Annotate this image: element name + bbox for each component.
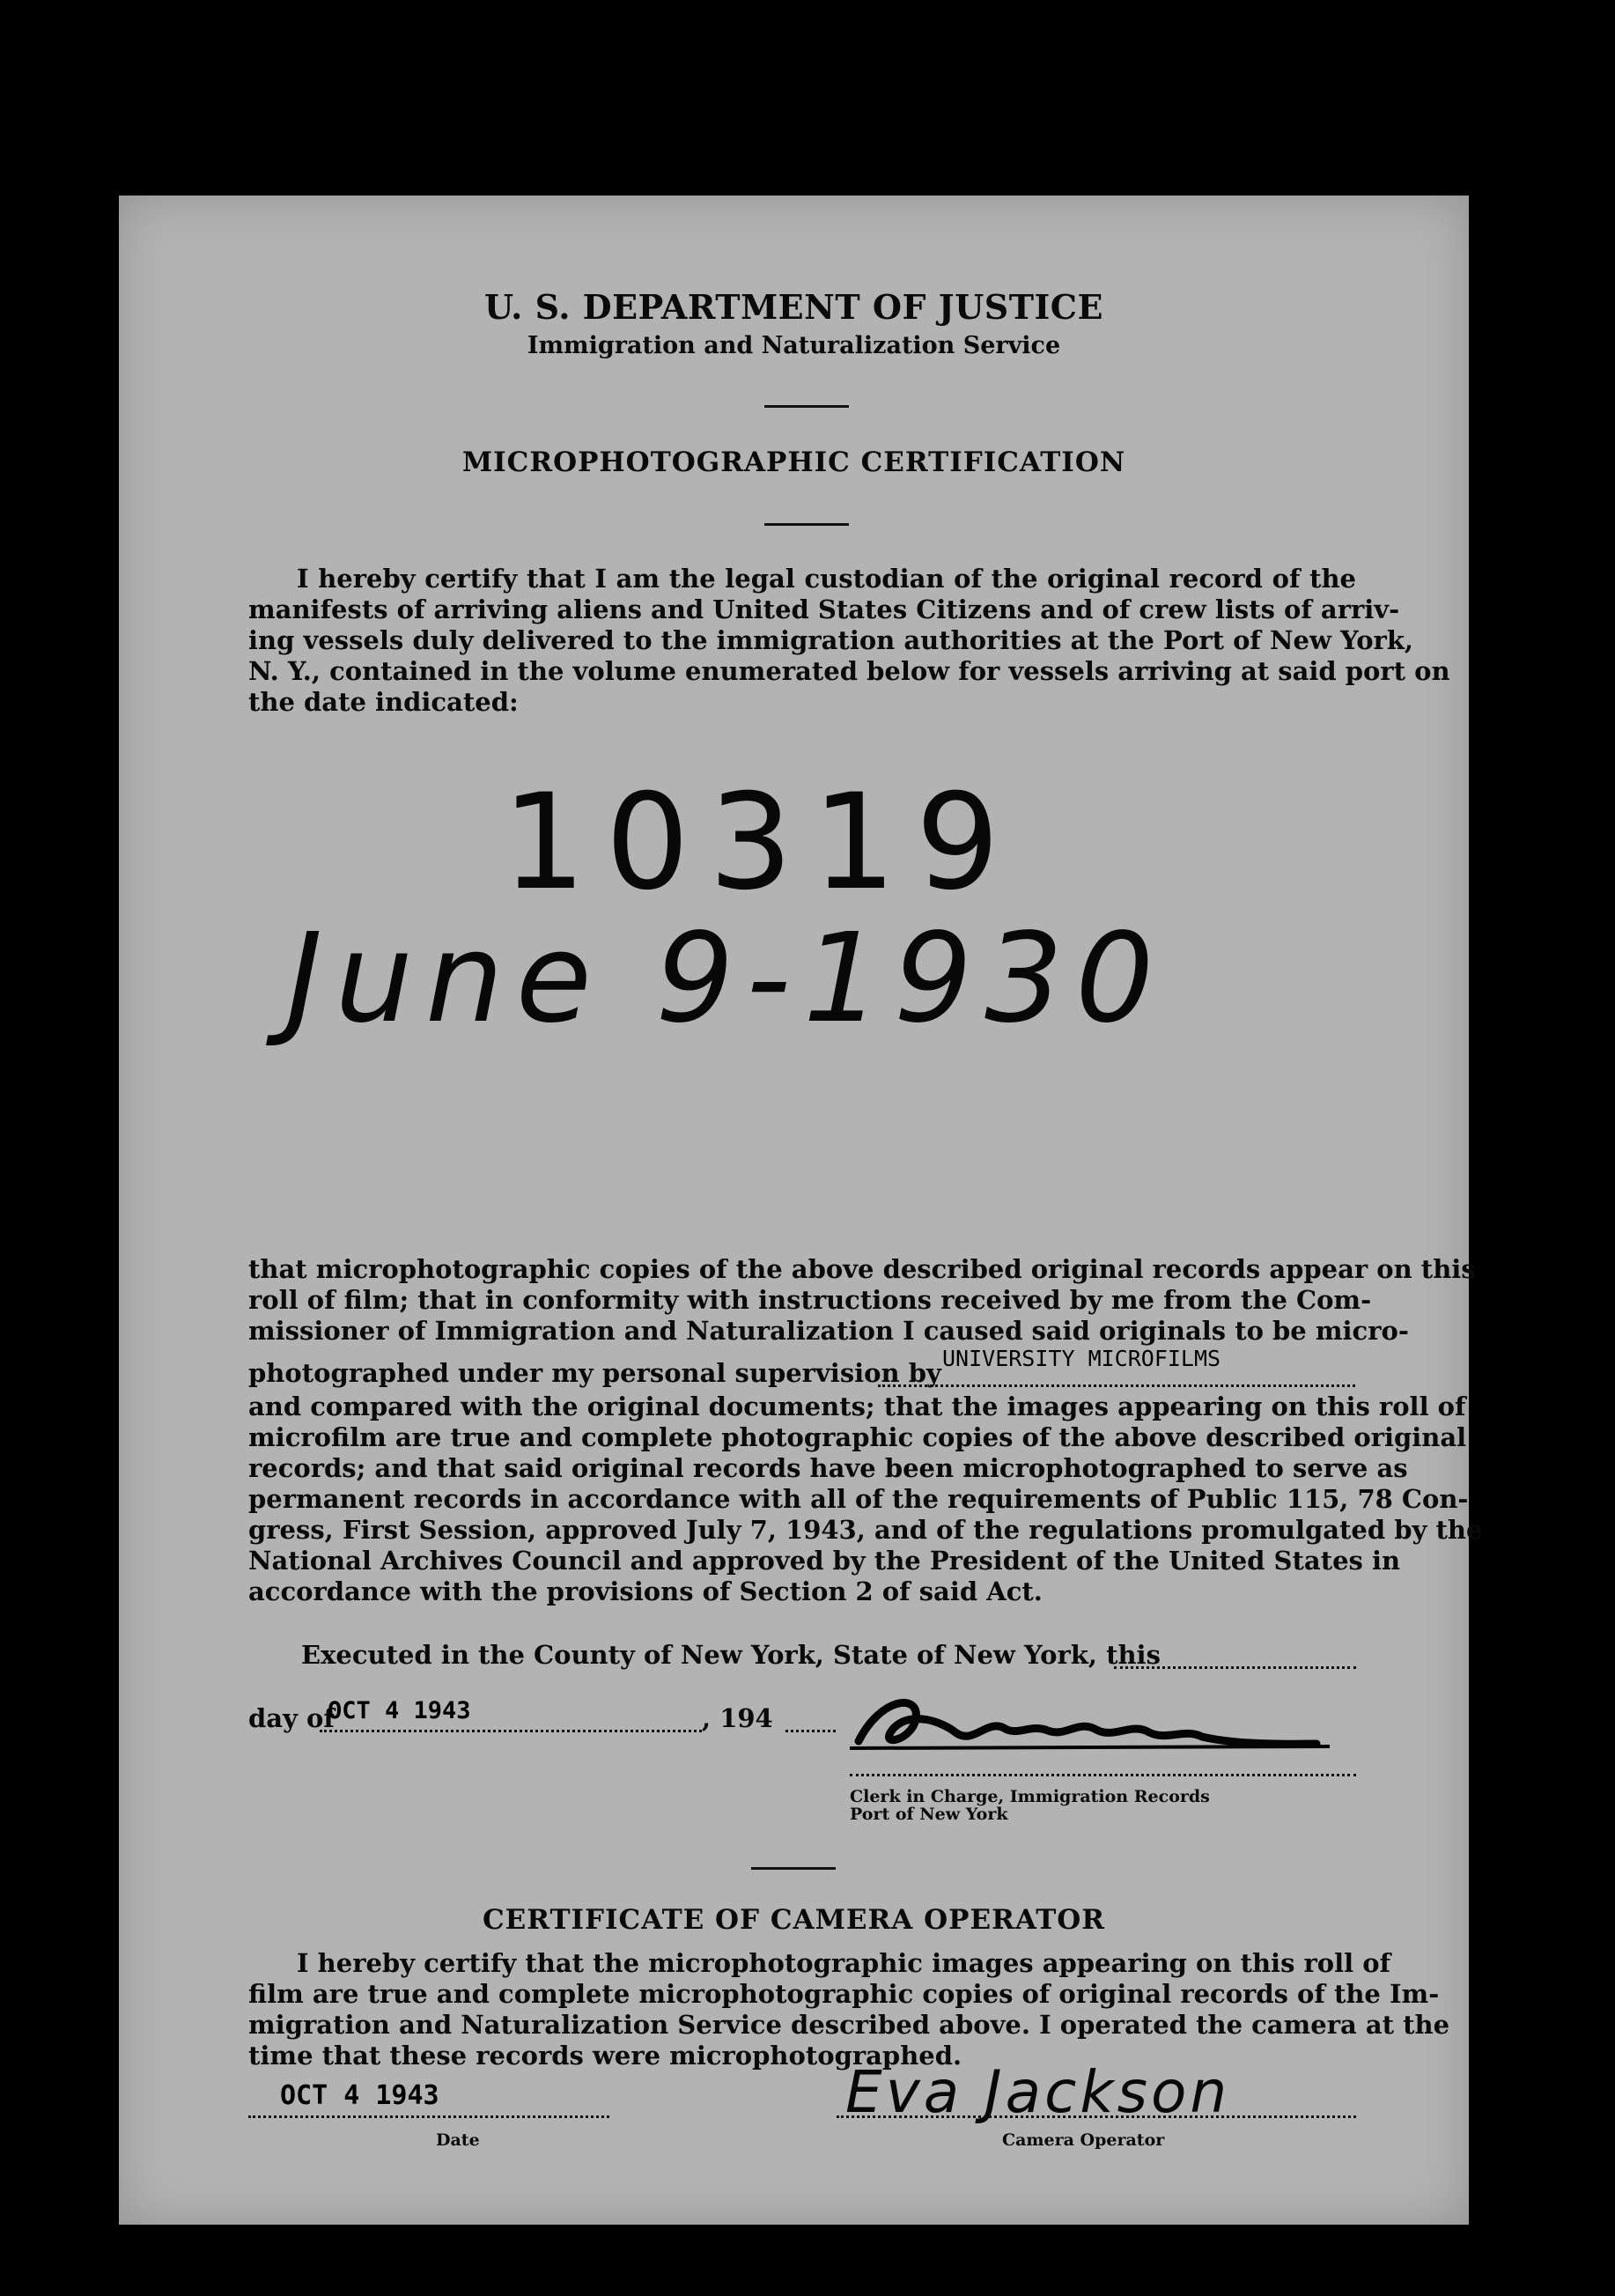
intro-line: ing vessels duly delivered to the immigration authorities at the Port of New York, [248,625,1414,655]
form-title: MICROPHOTOGRAPHIC CERTIFICATION [461,447,1126,478]
handwritten-date: June 9-1930 [286,907,1167,1051]
camera-operator-signature: Eva Jackson [845,2058,1231,2126]
supervision-filled-value: UNIVERSITY MICROFILMS [942,1346,1221,1371]
intro-line: N. Y., contained in the volume enumerated below for vessels arriving at said port on [248,656,1450,686]
body-line: records; and that said original records have been microphotographed to serve as [248,1453,1408,1483]
date-fill-line [248,2115,609,2118]
operator-line: I hereby certify that the microphotographic images appearing on this roll of [297,1948,1391,1978]
day-of-label: day of [248,1703,335,1733]
operator-line: time that these records were microphotographed. [248,2041,962,2071]
supervision-text: photographed under my personal supervision by [248,1358,941,1388]
body-paragraph [248,1254,1476,1347]
executed-text: Executed in the County of New York, State of New York, this [301,1640,1161,1670]
operator-stamped-date: OCT 4 1943 [280,2080,439,2111]
operator-line: migration and Naturalization Service described above. I operated the camera at the [248,2010,1450,2040]
day-of-fill-line [320,1730,702,1732]
operator-line: film are true and complete microphotographic copies of original records of the Im- [248,1979,1440,2009]
body-line: National Archives Council and approved by the President of the United States in [248,1546,1401,1576]
body-line: accordance with the provisions of Section 2 of said Act. [248,1576,1043,1606]
execution-stamped-date: OCT 4 1943 [328,1697,471,1724]
body-line: microfilm are true and complete photographic copies of the above described original [248,1422,1467,1452]
body-line: roll of film; that in conformity with instructions received by me from the Com- [248,1285,1372,1315]
date-caption: Date [436,2130,480,2150]
clerk-caption [850,1788,1210,1823]
intro-paragraph [248,564,1450,718]
body-line: missioner of Immigration and Naturalization I caused said originals to be micro- [248,1316,1409,1346]
clerk-signature [841,1680,1369,1763]
operator-signature-line [837,2115,1356,2118]
department-heading: U. S. DEPARTMENT OF JUSTICE [484,287,1103,327]
service-subheading: Immigration and Naturalization Service [527,332,1061,359]
clerk-signature-line [850,1774,1356,1776]
camera-operator-title: CERTIFICATE OF CAMERA OPERATOR [482,1904,1106,1936]
camera-operator-paragraph [248,1948,1450,2071]
body-paragraph-continued [248,1392,1483,1607]
title-divider [764,523,849,526]
body-line: and compared with the original documents; that the images appearing on this roll of [248,1392,1466,1421]
operator-caption: Camera Operator [1002,2130,1165,2150]
handwritten-volume-number: 10319 [502,766,1020,919]
intro-line: I hereby certify that I am the legal custodian of the original record of the [297,564,1356,594]
section-divider [751,1867,836,1870]
body-line: that microphotographic copies of the above described original records appear on this [248,1254,1476,1284]
body-line: permanent records in accordance with all of the requirements of Public 115, 78 Con- [248,1484,1469,1514]
intro-line: manifests of arriving aliens and United States Citizens and of crew lists of arriv- [248,594,1400,624]
year-prefix: , 194 [702,1703,773,1733]
certificate-form [119,196,1483,2225]
intro-line: the date indicated: [248,687,519,717]
header-divider [764,405,849,408]
clerk-caption-line2: Port of New York [850,1805,1008,1824]
body-line: gress, First Session, approved July 7, 1943, and of the regulations promulgated by the [248,1515,1483,1545]
supervision-fill-line [878,1384,1355,1387]
year-fill-line [785,1730,836,1732]
executed-fill-line [1114,1666,1356,1669]
clerk-caption-line1: Clerk in Charge, Immigration Records [850,1787,1210,1806]
